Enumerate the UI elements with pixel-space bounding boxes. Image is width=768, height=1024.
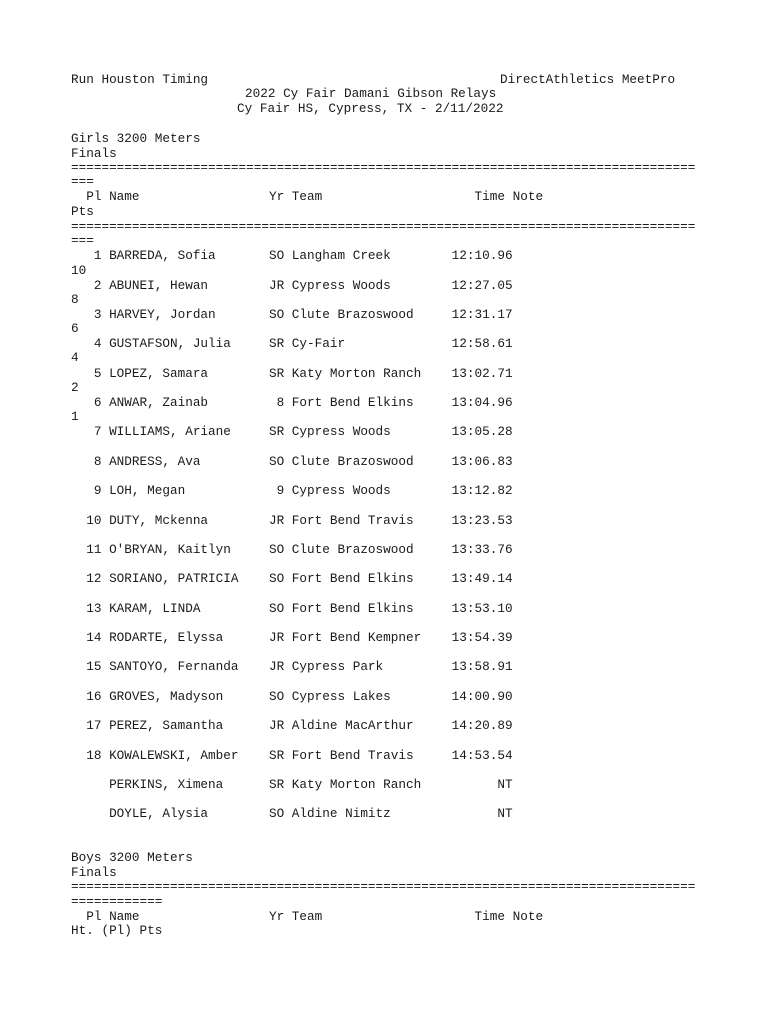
girls-separator-wrap: === <box>71 174 94 189</box>
result-row: PERKINS, Ximena SR Katy Morton Ranch NT <box>71 777 513 792</box>
boys-column-header-wrap: Ht. (Pl) Pts <box>71 923 163 938</box>
girls-separator: ================================================================================== <box>71 160 696 175</box>
result-row: 10 DUTY, Mckenna JR Fort Bend Travis 13:23.53 <box>71 513 513 528</box>
girls-round: Finals <box>71 146 117 161</box>
result-row: 18 KOWALEWSKI, Amber SR Fort Bend Travis 14:53.54 <box>71 748 513 763</box>
result-points: 4 <box>71 350 79 365</box>
girls-separator-2: ================================================================================== <box>71 219 696 234</box>
result-row: 11 O'BRYAN, Kaitlyn SO Clute Brazoswood 13:33.76 <box>71 542 513 557</box>
result-row: 2 ABUNEI, Hewan JR Cypress Woods 12:27.05 <box>71 278 513 293</box>
software-name: DirectAthletics MeetPro <box>500 72 676 87</box>
timing-company: Run Houston Timing <box>71 72 209 87</box>
result-row: 5 LOPEZ, Samara SR Katy Morton Ranch 13:02.71 <box>71 366 513 381</box>
result-points: 1 <box>71 409 79 424</box>
meet-location-date: Cy Fair HS, Cypress, TX - 2/11/2022 <box>237 101 504 116</box>
result-points: 8 <box>71 292 79 307</box>
result-row: 12 SORIANO, PATRICIA SO Fort Bend Elkins 13:49.14 <box>71 571 513 586</box>
boys-round: Finals <box>71 865 117 880</box>
boys-column-header: Pl Name Yr Team Time Note <box>71 909 544 924</box>
result-row: 8 ANDRESS, Ava SO Clute Brazoswood 13:06.83 <box>71 454 513 469</box>
result-row: 3 HARVEY, Jordan SO Clute Brazoswood 12:31.17 <box>71 307 513 322</box>
girls-separator-2-wrap: === <box>71 233 94 248</box>
girls-column-header-wrap: Pts <box>71 204 94 219</box>
result-row: 14 RODARTE, Elyssa JR Fort Bend Kempner 13:54.39 <box>71 630 513 645</box>
result-points: 2 <box>71 380 79 395</box>
result-row: 7 WILLIAMS, Ariane SR Cypress Woods 13:05.28 <box>71 424 513 439</box>
result-row: 6 ANWAR, Zainab 8 Fort Bend Elkins 13:04.96 <box>71 395 513 410</box>
meet-title: 2022 Cy Fair Damani Gibson Relays <box>245 86 497 101</box>
result-row: 13 KARAM, LINDA SO Fort Bend Elkins 13:53.10 <box>71 601 513 616</box>
result-row: 17 PEREZ, Samantha JR Aldine MacArthur 14:20.89 <box>71 718 513 733</box>
boys-event-title: Boys 3200 Meters <box>71 850 193 865</box>
girls-column-header: Pl Name Yr Team Time Note <box>71 189 544 204</box>
result-row: DOYLE, Alysia SO Aldine Nimitz NT <box>71 806 513 821</box>
result-row: 9 LOH, Megan 9 Cypress Woods 13:12.82 <box>71 483 513 498</box>
girls-event-title: Girls 3200 Meters <box>71 131 201 146</box>
result-row: 16 GROVES, Madyson SO Cypress Lakes 14:00.90 <box>71 689 513 704</box>
result-row: 1 BARREDA, Sofia SO Langham Creek 12:10.96 <box>71 248 513 263</box>
result-points: 10 <box>71 263 87 278</box>
result-points: 6 <box>71 321 79 336</box>
result-row: 15 SANTOYO, Fernanda JR Cypress Park 13:58.91 <box>71 659 513 674</box>
boys-separator-wrap: ============ <box>71 894 163 909</box>
boys-separator: ================================================================================== <box>71 879 696 894</box>
result-row: 4 GUSTAFSON, Julia SR Cy-Fair 12:58.61 <box>71 336 513 351</box>
